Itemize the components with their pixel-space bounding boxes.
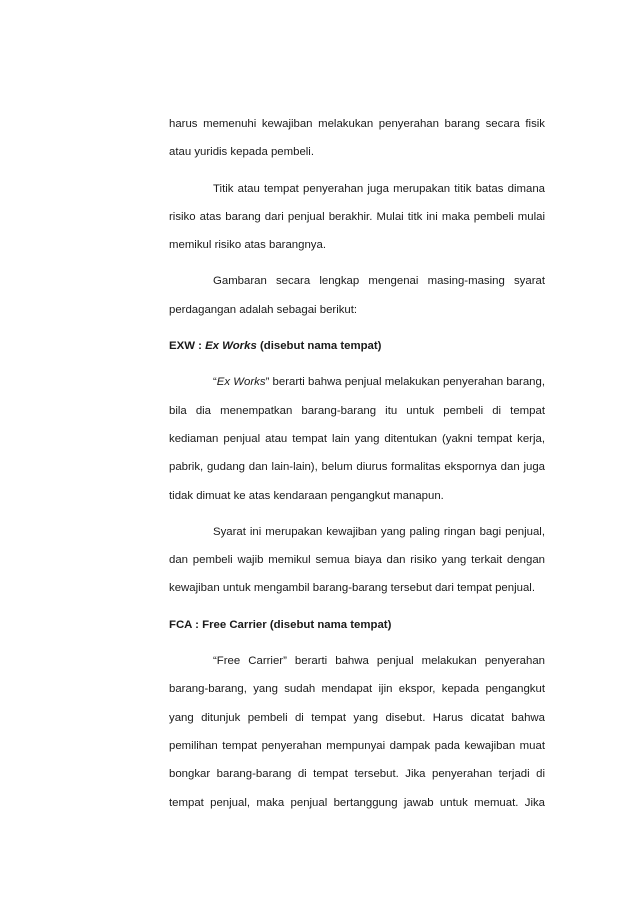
- text-line: harus memenuhi kewajiban melakukan penyerahan barang secara fisik: [169, 118, 545, 130]
- text-line: tempat penjual, maka penjual bertanggung jawab untuk memuat. Jika: [169, 796, 545, 809]
- text-line: risiko atas barang dari penjual berakhir. Mulai titk ini maka pembeli mulai: [169, 210, 545, 223]
- paragraph: [169, 175, 545, 260]
- text-line: memikul risiko atas barangnya.: [169, 239, 327, 252]
- text-line: “Free Carrier” berarti bahwa penjual melakukan penyerahan: [213, 655, 545, 668]
- heading-italic-term: Ex Works: [205, 340, 257, 353]
- text-line: atau yuridis kepada pembeli.: [169, 146, 315, 159]
- heading-prefix: FCA : Free Carrier (disebut nama tempat): [169, 618, 392, 631]
- italic-term: Ex Works: [216, 376, 266, 389]
- text-line: tidak dimuat ke atas kendaraan pengangkut manapun.: [169, 489, 444, 502]
- text-line: barang-barang, yang sudah mendapat ijin ekspor, kepada pengangkut: [169, 683, 545, 696]
- text-line: pabrik, gudang dan lain-lain), belum diurus formalitas ekspornya dan juga: [169, 461, 545, 474]
- heading-suffix: (disebut nama tempat): [256, 340, 382, 353]
- text-line: yang ditunjuk pembeli di tempat yang disebut. Harus dicatat bahwa: [169, 711, 545, 724]
- section-heading: [169, 332, 545, 360]
- heading-prefix: EXW :: [169, 340, 206, 353]
- text-line: pemilihan tempat penyerahan mempunyai dampak pada kewajiban muat: [169, 739, 545, 752]
- document-body: [169, 110, 545, 817]
- text-line: “Ex Works” berarti bahwa penjual melakukan penyerahan barang,: [213, 376, 545, 389]
- heading-text: [169, 611, 545, 639]
- section-heading: [169, 611, 545, 639]
- heading-text: [169, 332, 545, 360]
- paragraph: [169, 518, 545, 603]
- text-line: Syarat ini merupakan kewajiban yang paling ringan bagi penjual,: [213, 525, 545, 538]
- text-line: Gambaran secara lengkap mengenai masing-masing syarat: [213, 275, 545, 288]
- text-line: perdagangan adalah sebagai berikut:: [169, 303, 358, 316]
- text-line: kewajiban untuk mengambil barang-barang tersebut dari tempat penjual.: [169, 582, 535, 595]
- text-line: kediaman penjual atau tempat lain yang ditentukan (yakni tempat kerja,: [169, 432, 545, 445]
- text-line: Titik atau tempat penyerahan juga merupakan titik batas dimana: [213, 182, 545, 195]
- text-line: bila dia menempatkan barang-barang itu untuk pembeli di tempat: [169, 404, 545, 417]
- paragraph: [169, 110, 545, 167]
- paragraph: [169, 368, 545, 509]
- text-line: dan pembeli wajib memikul semua biaya dan risiko yang terkait dengan: [169, 554, 545, 567]
- text-line: bongkar barang-barang di tempat tersebut. Jika penyerahan terjadi di: [169, 768, 545, 781]
- paragraph: [169, 267, 545, 324]
- paragraph: [169, 647, 545, 817]
